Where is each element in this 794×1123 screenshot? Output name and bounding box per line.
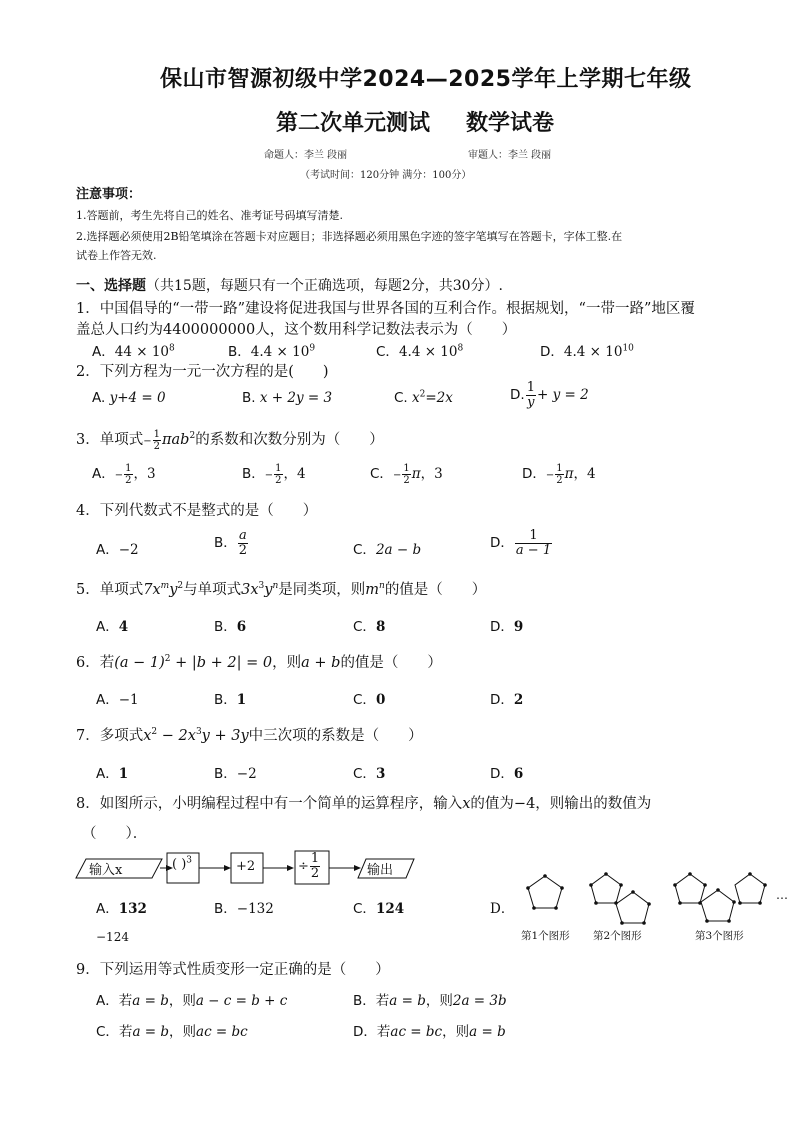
flow-arrow-2-head [224, 865, 231, 871]
pentagon-pattern-figures [515, 866, 790, 926]
q5-option-c: C．8 [353, 619, 386, 635]
flow-cube-label: ( )$^3$ [172, 855, 193, 872]
q1-option-d: D．$4.4 \times 10^{10}$ [540, 343, 634, 360]
fig2-caption: 第2个图形 [593, 930, 642, 942]
q8-option-b: B．−132 [214, 901, 274, 917]
flow-div-label: ÷ $\frac{1}{2}$ [298, 851, 320, 881]
exam-subject: 数学试卷 [466, 111, 555, 136]
q9-option-b: B．若a = b，则2a = 3b [353, 993, 507, 1009]
section-label: 一、选择题 [76, 278, 146, 294]
q8-line2: （ ）． [82, 826, 148, 842]
q5-option-d: D．9 [490, 619, 524, 635]
q5-stem: 5．单项式$7x^my^2$与单项式$3x^3y^n$是同类项，则$m^n$的值是（ ） [76, 581, 487, 598]
notice-item-2: 2.选择题必须使用2B铅笔填涂在答题卡对应题目；非选择题必须用黑色字迹的签字笔填写在答题卡，字体工整.在 [76, 230, 623, 243]
q6-option-d: D．2 [490, 692, 524, 708]
fig3-pentagon-a [675, 874, 705, 903]
q1-line1: 1．中国倡导的“一带一路”建设将促进我国与世界各国的互利合作。根据规划，“一带一路”地区覆 [76, 301, 695, 317]
q7-option-a: A．1 [96, 766, 129, 782]
flow-input-label: 输入x [89, 863, 123, 878]
q6-option-b: B．1 [214, 692, 247, 708]
notice-title: 注意事项： [76, 187, 142, 202]
q8-stem: 8．如图所示，小明编程过程中有一个简单的运算程序，输入x的值为−4，则输出的数值为 [76, 796, 652, 812]
fig2-pentagon-b [616, 892, 649, 923]
q7-option-b: B．−2 [214, 766, 257, 782]
q4-option-b: B． $\frac{a}{2}$ [214, 528, 248, 558]
q3-option-d: D．− $\frac{1}{2}$ π，4 [522, 463, 596, 486]
q2-option-c: C. $x^2=2x$ [394, 389, 453, 406]
proposer: 命题人：李兰 段丽 [264, 150, 348, 161]
q7-option-c: C．3 [353, 766, 386, 782]
fig2-pentagon-a [591, 874, 621, 903]
q2-option-b: B. x + 2y = 3 [242, 390, 333, 406]
q6-option-a: A．−1 [96, 692, 139, 708]
fig3-caption: 第3个图形 [695, 930, 744, 942]
q9-option-a: A．若a = b，则a − c = b + c [96, 993, 288, 1009]
section-desc: （共15题，每题只有一个正确选项，每题2分，共30分）. [146, 278, 503, 294]
section-heading [76, 275, 503, 295]
exam-title-line2 [276, 106, 554, 137]
q4-stem: 4．下列代数式不是整式的是（ ） [76, 503, 318, 519]
fig1-caption: 第1个图形 [521, 930, 570, 942]
q9-option-c: C．若a = b，则ac = bc [96, 1024, 248, 1040]
q8-option-a: A．132 [96, 901, 147, 917]
q1-line2: 盖总人口约为4400000000人，这个数用科学记数法表示为（ ） [76, 322, 517, 338]
reviewer: 审题人：李兰 段丽 [468, 150, 552, 161]
q5-option-b: B．6 [214, 619, 247, 635]
q7-stem: 7．多项式$x^2 - 2x^3y + 3y$中三次项的系数是（ ） [76, 727, 423, 744]
q2-option-d: D. $\frac{1}{y}$ + y = 2 [510, 380, 589, 410]
q4-option-d: D． $\frac{1}{a - 1}$ [490, 528, 552, 558]
fig1-pentagon [528, 876, 562, 908]
q5-option-a: A．4 [96, 619, 129, 635]
q8-option-d-label: D． [490, 901, 515, 917]
q2-stem: 2．下列方程为一元一次方程的是( ) [76, 364, 329, 380]
q1-option-b: B．$4.4 \times 10^9$ [228, 343, 316, 360]
q3-stem: 3．单项式− $\frac{1}{2}$ πab$^2$的系数和次数分别为（ ） [76, 428, 384, 452]
q3-option-c: C．− $\frac{1}{2}$ π，3 [370, 463, 443, 486]
notice-item-1: 1.答题前，考生先将自己的姓名、准考证号码填写清楚. [76, 209, 343, 222]
flow-output-label: 输出 [367, 863, 394, 878]
q8-option-c: C．124 [353, 901, 405, 917]
q8-option-d-value: −124 [96, 930, 129, 944]
q7-option-d: D．6 [490, 766, 524, 782]
q1-option-c: C．$4.4 \times 10^8$ [376, 343, 464, 360]
pattern-ellipsis: … [776, 888, 788, 902]
q1-option-a: A．$44 \times 10^8$ [92, 343, 175, 360]
q3-option-a: A．− $\frac{1}{2}$ ，3 [92, 463, 156, 486]
q9-option-d: D．若ac = bc，则a = b [353, 1024, 506, 1040]
fig3-pentagon-b [701, 890, 734, 921]
flow-arrow-3-head [287, 865, 294, 871]
q4-option-a: A．−2 [96, 542, 139, 558]
notice-item-2-cont: 试卷上作答无效. [76, 249, 157, 262]
q2-option-a: A. y+4 = 0 [92, 390, 166, 406]
q6-option-c: C．0 [353, 692, 386, 708]
exam-subtitle: 第二次单元测试 [276, 111, 431, 136]
flow-add-label: +2 [236, 859, 256, 874]
q9-stem: 9．下列运用等式性质变形一定正确的是（ ） [76, 962, 390, 978]
flow-arrow-4-head [354, 865, 361, 871]
q3-option-b: B．− $\frac{1}{2}$ ，4 [242, 463, 306, 486]
q4-option-c: C．2a − b [353, 542, 422, 558]
time-and-score: （考试时间：120分钟 满分：100分） [300, 170, 472, 181]
q6-stem: 6．若$(a - 1)^2 + |b + 2| = 0$，则a + b的值是（ ） [76, 654, 442, 671]
fig3-pentagon-c [735, 874, 765, 903]
exam-title-line1: 保山市智源初级中学2024—2025学年上学期七年级 [160, 67, 692, 92]
